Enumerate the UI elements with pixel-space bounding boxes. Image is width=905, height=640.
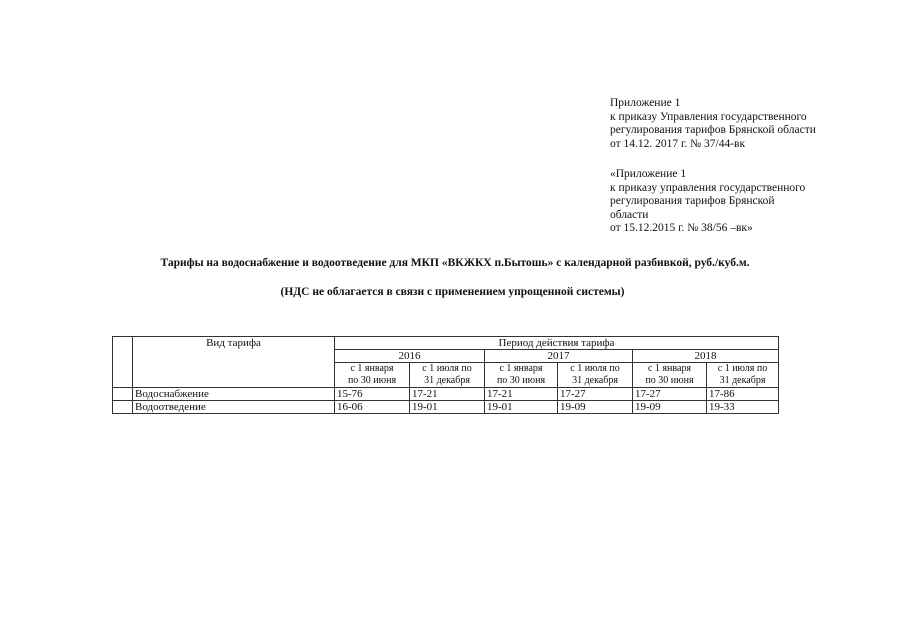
tariff-value: 17-86 — [707, 388, 779, 401]
appendix-previous-header — [610, 168, 805, 236]
tariff-type-header: Вид тарифа — [133, 337, 335, 388]
tariff-value: 19-33 — [707, 401, 779, 414]
year-header: 2016 — [335, 350, 485, 363]
period-cell: с 1 января по 30 июня — [335, 363, 410, 388]
document-subtitle: (НДС не облагается в связи с применением упрощенной системы) — [280, 286, 625, 298]
tariff-name: Водоотведение — [133, 401, 335, 414]
tariff-value: 15-76 — [335, 388, 410, 401]
tariff-value: 17-27 — [558, 388, 633, 401]
period-cell: с 1 января по 30 июня — [633, 363, 707, 388]
table-header-row — [113, 337, 779, 350]
appendix-current-header — [610, 97, 816, 151]
year-header: 2018 — [633, 350, 779, 363]
tariff-value: 19-01 — [485, 401, 558, 414]
appendix-line: от 15.12.2015 г. № 38/56 –вк» — [610, 222, 753, 234]
tariff-table — [112, 336, 779, 414]
row-marker-cell — [113, 401, 133, 414]
row-marker-cell — [113, 388, 133, 401]
tariff-value: 17-27 — [633, 388, 707, 401]
appendix-line: от 14.12. 2017 г. № 37/44-вк — [610, 137, 746, 150]
appendix-line: к приказу Управления государственного — [610, 110, 807, 123]
table-row — [113, 388, 779, 401]
tariff-value: 19-09 — [558, 401, 633, 414]
year-header: 2017 — [485, 350, 633, 363]
table-row — [113, 401, 779, 414]
appendix-line: «Приложение 1 — [610, 168, 687, 180]
row-marker-cell — [113, 337, 133, 388]
appendix-line: регулирования тарифов Брянской области — [610, 124, 816, 136]
document-title: Тарифы на водоснабжение и водоотведение для МКП «ВКЖКХ п.Бытошь» с календарной разбивкой, руб./куб.м. — [160, 257, 750, 269]
period-cell: с 1 января по 30 июня — [485, 363, 558, 388]
period-cell: с 1 июля по 31 декабря — [707, 363, 779, 388]
tariff-value: 16-06 — [335, 401, 410, 414]
appendix-line: к приказу управления государственного — [610, 181, 806, 194]
appendix-line: регулирования тарифов Брянской — [610, 195, 775, 207]
tariff-name: Водоснабжение — [133, 388, 335, 401]
appendix-line: Приложение 1 — [610, 97, 681, 109]
tariff-value: 19-09 — [633, 401, 707, 414]
period-cell: с 1 июля по 31 декабря — [558, 363, 633, 388]
appendix-line: области — [610, 208, 649, 221]
tariff-value: 17-21 — [410, 388, 485, 401]
tariff-value: 19-01 — [410, 401, 485, 414]
tariff-value: 17-21 — [485, 388, 558, 401]
period-cell: с 1 июля по 31 декабря — [410, 363, 485, 388]
period-header: Период действия тарифа — [335, 337, 779, 350]
